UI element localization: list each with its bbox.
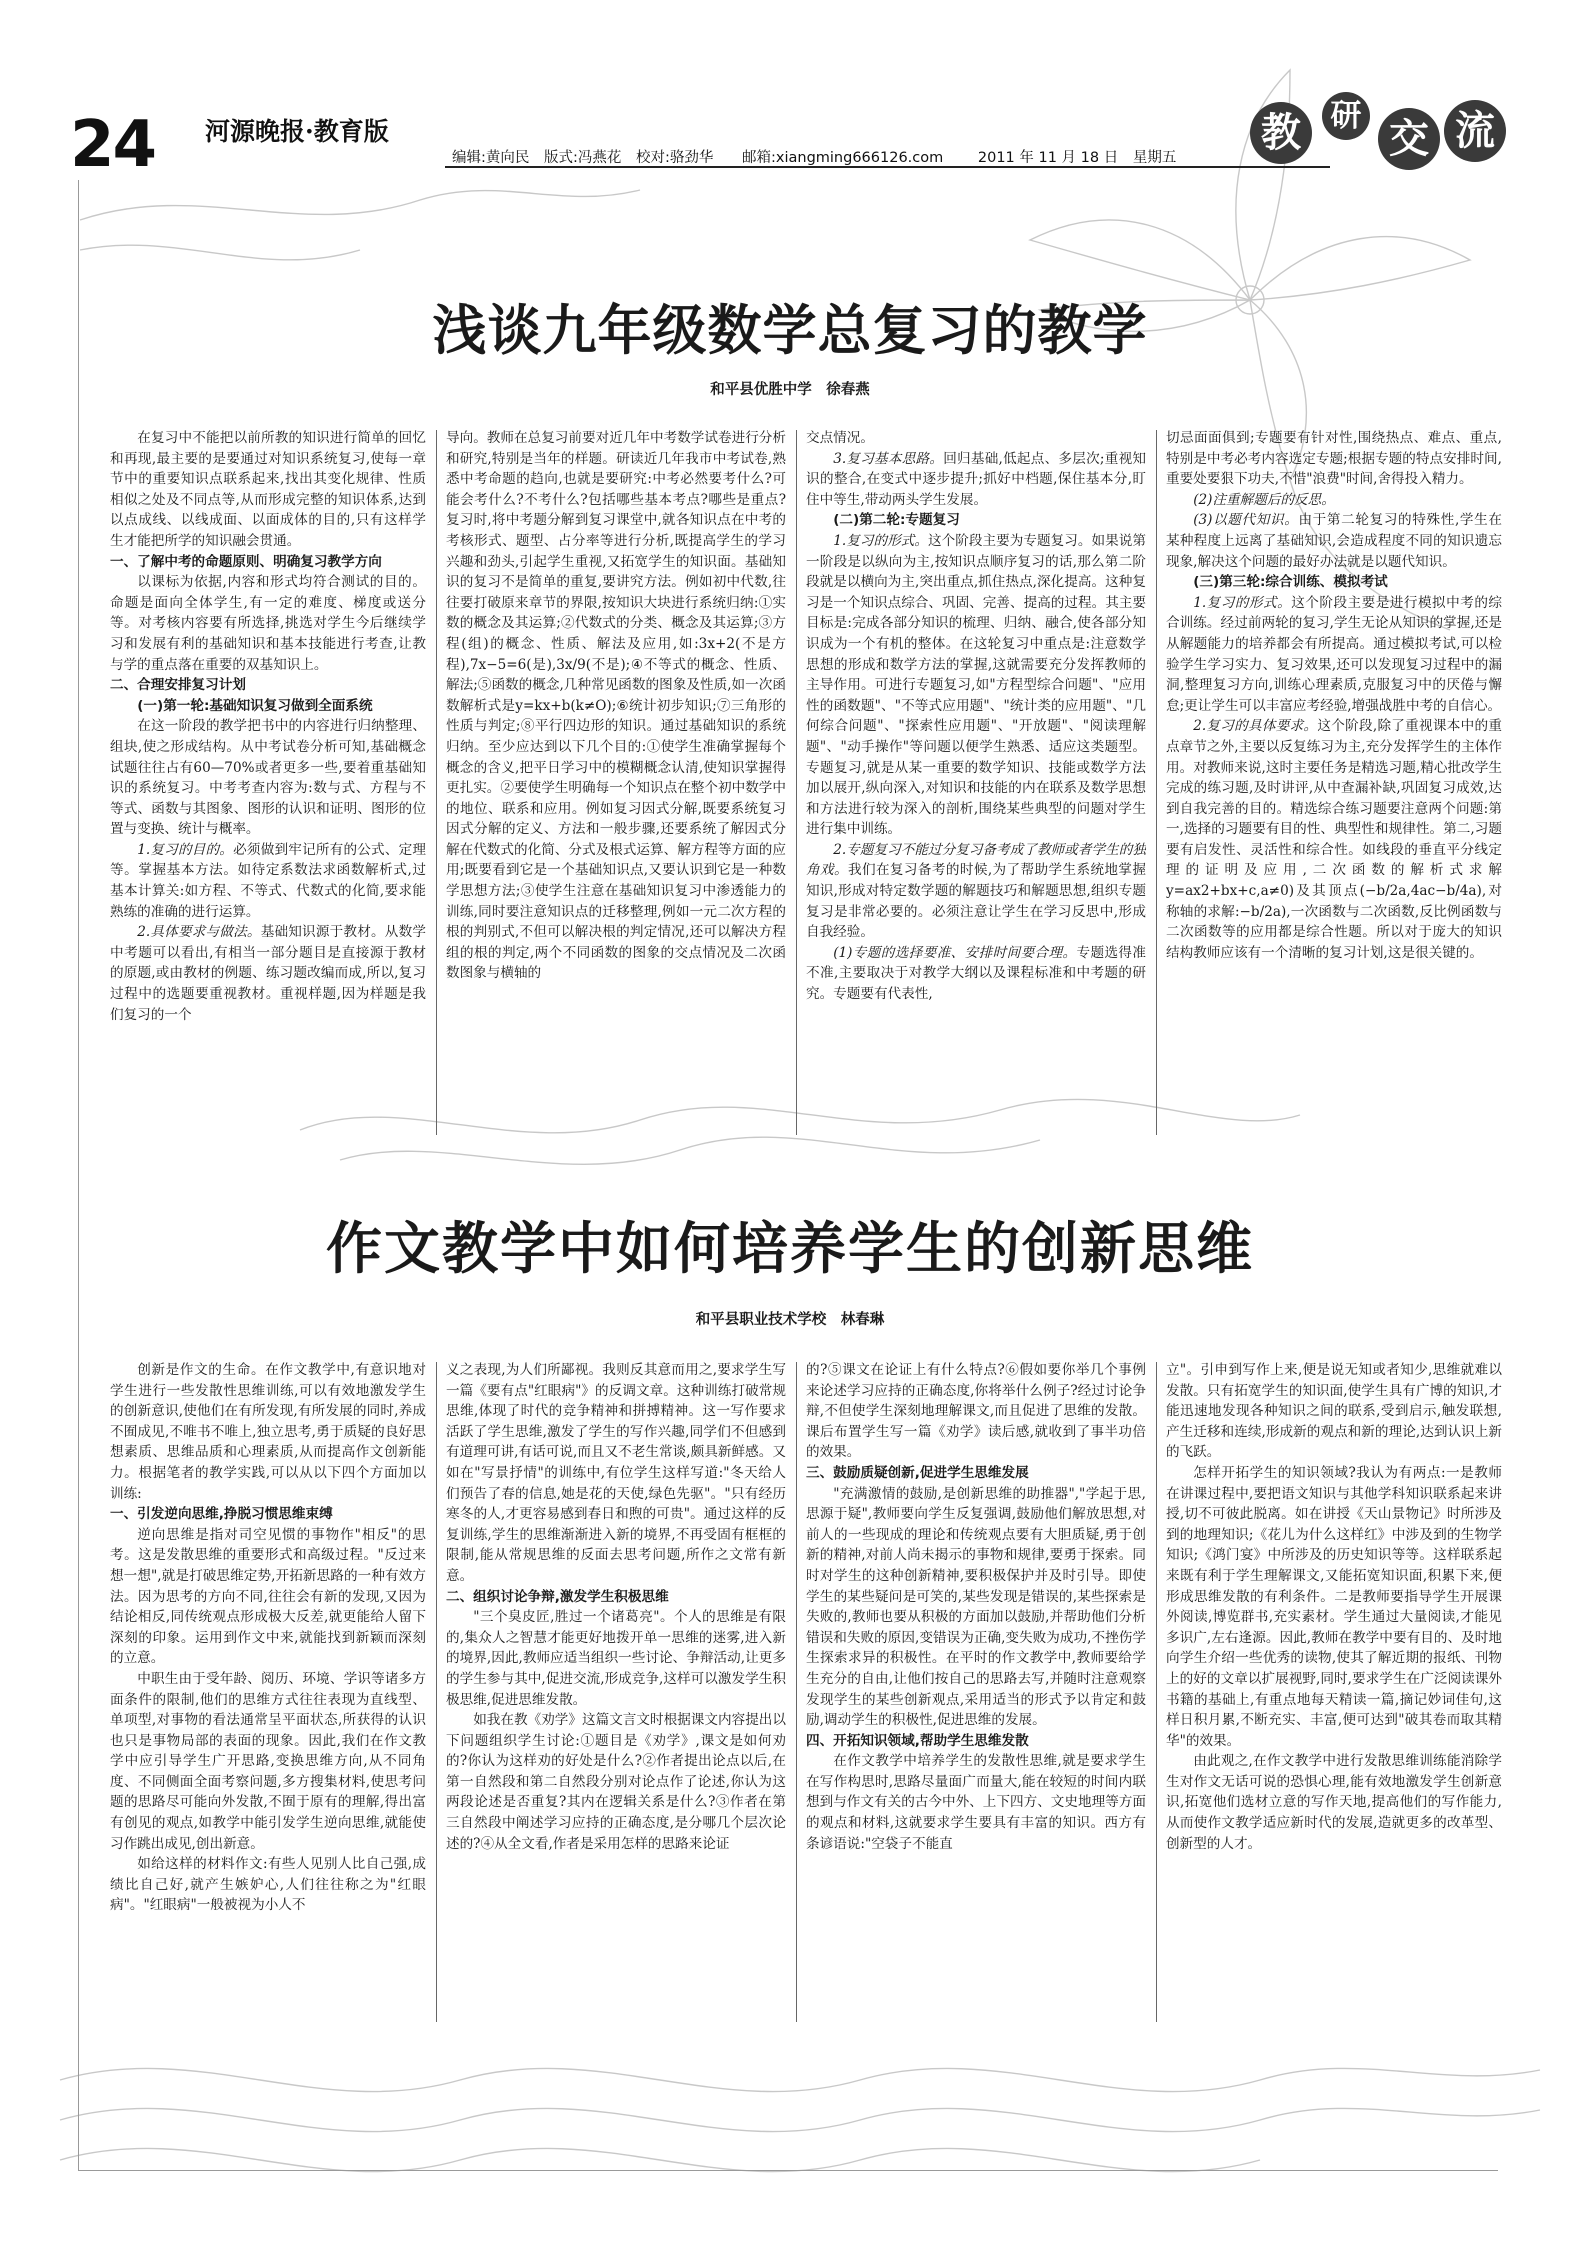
subsection-heading: (三)第三轮:综合训练、模拟考试	[1193, 574, 1388, 591]
paragraph-text: 这个阶段主要是进行模拟中考的综合训练。经过前两轮的复习,学生无论从知识的掌握,还是从解题能力的培养都会有所提高。通过模拟考试,可以检验学生学习实力、复习效果,还可以发现复习过程中的漏洞,整理复习方向,训练心理素质,克服复习中的厌倦与懈怠;更让学生可以丰富应考经验,增强战胜中考的自信心。	[1166, 594, 1502, 714]
paragraph	[1166, 716, 1502, 963]
paragraph	[1166, 490, 1502, 511]
paragraph-text: 这个阶段主要为专题复习。如果说第一阶段是以纵向为主,按知识点顺序复习的话,那么第二阶段就是以横向为主,突出重点,抓住热点,深化提高。这种复习是一个知识点综合、巩固、完善、提高的过程。其主要目标是:完成各部分知识的梳理、归纳、融合,使各部分知识成为一个有机的整体。在这轮复习中重点是:注意数学思想的形成和数学方法的掌握,这就需要充分发挥教师的主导作用。可进行专题复习,如"方程型综合问题"、"应用性的函数题"、"不等式应用题"、"统计类的应用题"、"几何综合问题"、"探索性应用题"、"开放题"、"阅读理解题"、"动手操作"等问题以便学生熟悉、适应这类题型。专题复习,就是从某一重要的数学知识、技能或数学方法加以展开,纵向深入,对知识和技能的内在联系及数学思想和方法进行较为深入的剖析,围绕某些典型的问题对学生进行集中训练。	[806, 532, 1146, 838]
paragraph: 中职生由于受年龄、阅历、环境、学识等诸多方面条件的限制,他们的思维方式往往表现为直线型、单项型,对事物的看法通常呈平面状态,所获得的认识也只是事物局部的表面的现象。因此,我们在作文教学中应引导学生广开思路,变换思维方向,从不同角度、不同侧面全面考察问题,多方搜集材料,使思考问题的思路尽可能向外发散,不囿于原有的理解,得出富有创见的观点,如教学中能引发学生逆向思维,就能使习作跳出成见,创出新意。	[110, 1670, 426, 1852]
paragraph: 创新是作文的生命。在作文教学中,有意识地对学生进行一些发散性思维训练,可以有效地激发学生的创新意识,使他们在有所发现,有所发展的同时,养成不囿成见,不唯书不唯上,独立思考,勇于质疑的良好思想素质、思维品质和心理素质,从而提高作文创新能力。根据笔者的教学实践,可以从以下四个方面加以训练:	[110, 1362, 426, 1502]
article2-column-2	[446, 1360, 786, 2025]
paragraph	[1166, 510, 1502, 572]
masthead-title: 河源晚报·教育版	[205, 117, 389, 146]
paragraph	[806, 449, 1146, 511]
paragraph	[1166, 593, 1502, 717]
paragraph: "三个臭皮匠,胜过一个诸葛亮"。个人的思维是有限的,集众人之智慧才能更好地拨开单一思维的迷雾,进入新的境界,因此,教师应适当组织一些讨论、争辩活动,让更多的学生参与其中,促进交流,形成竞争,这样可以激发学生积极思维,促进思维发散。	[446, 1609, 786, 1708]
column-tag-char: 流	[1444, 100, 1506, 162]
subsection-heading: (一)第一轮:基础知识复习做到全面系统	[137, 697, 373, 714]
article2-title: 作文教学中如何培养学生的创新思维	[326, 1217, 1254, 1282]
paragraph	[806, 531, 1146, 840]
paragraph	[806, 943, 1146, 1005]
paragraph-text: 这个阶段,除了重视课本中的重点章节之外,主要以反复练习为主,充分发挥学生的主体作用。对教师来说,这时主要任务是精选习题,精心批改学生完成的练习题,及时讲评,从中查漏补缺,巩固复习成效,达到自我完善的目的。精选综合练习题要注意两个问题:第一,选择的习题要有目的性、典型性和规律性。第二,习题要有启发性、灵活性和综合性。如线段的垂直平分线定理的证明及应用,二次函数的解析式求解y=ax2+bx+c,a≠0)及其顶点(−b/2a,4ac−b/4a),对称轴的求解:−b/2a),一次函数与二次函数,反比例函数与二次函数等的应用都是综合性题。所以对于庞大的知识结构教师应该有一个清晰的复习计划,这是很关键的。	[1166, 718, 1502, 961]
editor-credit: 编辑:黄向民	[452, 150, 530, 166]
section-heading: 二、组织讨论争辩,激发学生积极思维	[446, 1588, 669, 1605]
section-heading: 四、开拓知识领域,帮助学生思维发散	[806, 1732, 1029, 1749]
column-divider	[796, 1362, 797, 2022]
section-heading: 一、了解中考的命题原则、明确复习教学方向	[110, 553, 382, 570]
paragraph-lead: (1)专题的选择要准、安排时间要合理。	[833, 944, 1077, 961]
paragraph: 在这一阶段的教学把书中的内容进行归纳整理、组块,使之形成结构。从中考试卷分析可知,基础概念试题往往占有60—70%或者更多一些,要着重基础知识的系统复习。中考考查内容为:数与式、方程与不等式、函数与其图象、图形的认识和证明、图形的位置与变换、统计与概率。	[110, 718, 426, 838]
paragraph-lead: (3)以题代知识。	[1193, 512, 1299, 529]
paragraph-text: 回归基础,低起点、多层次;重视知识的整合,在变式中逐步提升;抓好中档题,保住基本分,盯住中等生,带动两头学生发展。	[806, 450, 1146, 508]
paragraph	[110, 840, 426, 922]
paragraph-text: 基础知识源于教材。从数学中考题可以看出,有相当一部分题目是直接源于教材的原题,或由教材的例题、练习题改编而成,所以,复习过程中的选题要重视教材。重视样题,因为样题是我们复习的一个	[110, 924, 426, 1023]
section-heading: 一、引发逆向思维,挣脱习惯思维束缚	[110, 1506, 333, 1523]
paragraph-lead: 3.复习基本思路。	[833, 450, 944, 467]
header-rule	[445, 166, 1330, 168]
paragraph-lead: 1.复习的形式。	[1193, 594, 1292, 611]
article2-column-4	[1166, 1360, 1502, 2025]
column-tag-char: 交	[1378, 108, 1440, 170]
paragraph-text: 我们在复习备考的时候,为了帮助学生系统地掌握知识,形成对特定数学题的解题技巧和解题思想,组织专题复习是非常必要的。必须注意让学生在学习反思中,形成自我经验。	[806, 862, 1146, 941]
issue-weekday: 星期五	[1132, 150, 1177, 166]
frame-bottom-rule	[78, 2170, 1498, 2171]
frame-left-rule	[78, 180, 79, 2170]
paragraph	[806, 840, 1146, 943]
article1-column-4	[1166, 428, 1502, 1138]
paragraph-lead: 1.复习的目的。	[137, 841, 234, 858]
section-heading: 三、鼓励质疑创新,促进学生思维发展	[806, 1464, 1029, 1481]
article1-title: 浅谈九年级数学总复习的教学	[432, 299, 1148, 362]
paragraph: 的?⑤课文在论证上有什么特点?⑥假如要你举几个事例来论述学习应持的正确态度,你将举什么例子?经过讨论争辩,不但使学生深刻地理解课文,而且促进了思维的发散。课后布置学生写一篇《劝学》读后感,就收到了事半功倍的效果。	[806, 1362, 1146, 1461]
paragraph: "充满激情的鼓励,是创新思维的助推器","学起于思,思源于疑",教师要向学生反复强调,鼓励他们解放思想,对前人的一些现成的理论和传统观点要有大胆质疑,勇于创新的精神,对前人尚未揭示的事物和规律,要勇于探索。同时对学生的这种创新精神,要积极保护并及时引导。即使学生的某些疑问是可笑的,某些发现是错误的,某些探索是失败的,教师也要从积极的方面加以鼓励,并帮助他们分析错误和失败的原因,变错误为正确,变失败为成功,不挫伤学生探索求异的积极性。在平时的作文教学中,教师要给学生充分的自由,让他们按自己的思路去写,并随时注意观察发现学生的某些创新观点,采用适当的形式予以肯定和鼓励,调动学生的积极性,促进思维的发展。	[806, 1485, 1146, 1729]
column-divider	[1156, 430, 1157, 1135]
paragraph: 义之表现,为人们所鄙视。我则反其意而用之,要求学生写一篇《要有点"红眼病"》的反调文章。这种训练打破常规思维,体现了时代的竞争精神和拼搏精神。这一写作要求活跃了学生思维,激发了学生的写作兴趣,同学们不但感到有道理可讲,有话可说,而且又不老生常谈,颇具新鲜感。又如在"写景抒情"的训练中,有位学生这样写道:"冬天给人们预告了春的信息,她是花的天使,绿色先驱"。"只有经历寒冬的人,才更容易感到春日和煦的可贵"。通过这样的反复训练,学生的思维渐渐进入新的境界,不再受固有框框的限制,能从常规思维的反面去思考问题,所作之文常有新意。	[446, 1362, 786, 1584]
paragraph-lead: 1.复习的形式。	[833, 532, 928, 549]
paragraph: 导向。教师在总复习前要对近几年中考数学试卷进行分析和研究,特别是当年的样题。研读近几年我市中考试卷,熟悉中考命题的趋向,也就是要研究:中考必然要考什么?可能会考什么?不考什么?包括哪些基本考点?哪些是重点?复习时,将中考题分解到复习课堂中,就各知识点在中考的考核形式、题型、占分率等进行分析,既提高学生的学习兴趣和劲头,引起学生重视,又拓宽学生的知识面。基础知识的复习不是简单的重复,要讲究方法。例如初中代数,往往要打破原来章节的界限,按知识大块进行系统归纳:①实数的概念及其运算;②代数式的分类、概念及其运算;③方程(组)的概念、性质、解法及应用,如:3x+2(不是方程),7x−5=6(是),3x/9(不是);④不等式的概念、性质、解法;⑤函数的概念,几种常见函数的图象及性质,如一次函数解析式是y=kx+b(k≠O);⑥统计初步知识;⑦三角形的性质与判定;⑧平行四边形的知识。通过基础知识的系统归纳。至少应达到以下几个目的:①使学生准确掌握每个概念的含义,把平日学习中的模糊概念认清,使知识掌握得更扎实。②要使学生明确每一个知识点在整个初中数学中的地位、联系和应用。例如复习因式分解,既要系统复习因式分解的定义、方法和一般步骤,还要系统了解因式分解在代数式的化简、分式及根式运算、解方程等方面的应用;既要看到它是一个基础知识点,又要认识到它是一种数学思想方法;③使学生注意在基础知识复习中渗透能力的训练,同时要注意知识点的迁移整理,例如一元二次方程的根的判别式,不但可以解决根的判定情况,还可以解决方程组的根的判定,两个不同函数的图象的交点情况及二次函数图象与横轴的	[446, 430, 786, 982]
paragraph-text: 专题选得准不准,主要取决于对教学大纲以及课程标准和中考题的研究。专题要有代表性,	[806, 944, 1146, 1003]
section-heading: 二、合理安排复习计划	[110, 677, 246, 694]
column-tag	[1250, 86, 1510, 176]
page-number: 24	[70, 108, 156, 182]
column-divider	[1156, 1362, 1157, 2022]
paragraph-lead: 2.复习的具体要求。	[1193, 718, 1318, 735]
paragraph: 如我在教《劝学》这篇文言文时根据课文内容提出以下问题组织学生讨论:①题目是《劝学》,课文是如何劝的?你认为这样劝的好处是什么?②作者提出论点以后,在第一自然段和第二自然段分别对论点作了论述,你认为这两段论述是否重复?其内在逻辑关系是什么?③作者在第三自然段中阐述学习应持的正确态度,是分哪几个层次论述的?④从全文看,作者是采用怎样的思路来论证	[446, 1712, 786, 1852]
proofreader-credit: 校对:骆劲华	[636, 150, 714, 166]
column-tag-char: 教	[1250, 102, 1312, 164]
issue-date: 2011 年 11 月 18 日	[977, 150, 1119, 166]
article1-column-3	[806, 428, 1146, 1138]
paragraph-lead: 2.专题复习不能过分复习备考成了教师或者学生的独角戏。	[806, 841, 1146, 879]
paragraph: 在作文教学中培养学生的发散性思维,就是要求学生在写作构思时,思路尽量面广而量大,能在较短的时间内联想到与作文有关的古今中外、上下四方、文史地理等方面的观点和材料,这就要求学生要具有丰富的知识。西方有条谚语说:"空袋子不能直	[806, 1753, 1146, 1852]
header-meta-line	[452, 146, 1186, 167]
paragraph: 立"。引申到写作上来,便是说无知或者知少,思维就难以发散。只有拓宽学生的知识面,使学生具有广博的知识,才能迅速地发现各种知识之间的联系,受到启示,触发联想,产生迁移和连续,形成新的观点和新的理论,达到认识上新的飞跃。	[1166, 1362, 1502, 1461]
article2-byline: 和平县职业技术学校 林春琳	[695, 1312, 885, 1328]
article1-column-2	[446, 428, 786, 1138]
article1-column-1	[110, 428, 426, 1138]
layout-credit: 版式:冯燕花	[544, 150, 622, 166]
paragraph: 以课标为依据,内容和形式均符合测试的目的。命题是面向全体学生,有一定的难度、梯度或送分等。对考核内容要有所选择,挑选对学生今后继续学习和发展有利的基础知识和基本技能进行考查,让教与学的重点落在重要的双基知识上。	[110, 574, 426, 673]
article1-byline: 和平县优胜中学 徐春燕	[710, 382, 870, 398]
paragraph: 交点情况。	[806, 430, 874, 446]
paragraph: 怎样开拓学生的知识领域?我认为有两点:一是教师在讲课过程中,要把语文知识与其他学科知识联系起来讲授,切不可彼此脱离。如在讲授《天山景物记》时所涉及到的地理知识;《花儿为什么这样红》中涉及到的生物学知识;《鸿门宴》中所涉及的历史知识等等。这样联系起来既有利于学生理解课文,又能拓宽知识面,积累下来,便形成思维发散的有利条件。二是教师要指导学生开展课外阅读,博览群书,充实素材。学生通过大量阅读,才能见多识广,左右逢源。因此,教师在教学中要有目的、及时地向学生介绍一些优秀的读物,使其了解近期的报纸、刊物上的好的文章以扩展视野,同时,要求学生在广泛阅读课外书籍的基础上,有重点地每天精读一篇,摘记妙词佳句,这样日积月累,不断充实、丰富,便可达到"破其卷而取其精华"的效果。	[1166, 1464, 1502, 1749]
paragraph: 在复习中不能把以前所教的知识进行简单的回忆和再现,最主要的是要通过对知识系统复习,使每一章节中的重要知识点联系起来,找出其变化规律、性质相似之处及不同点等,从而形成完整的知识体系,达到以点成线、以线成面、以面成体的目的,只有这样学生才能把所学的知识融会贯通。	[110, 430, 426, 549]
column-tag-char: 研	[1322, 92, 1370, 140]
subsection-heading: (二)第二轮:专题复习	[833, 512, 960, 529]
article2-column-3	[806, 1360, 1146, 2025]
column-divider	[436, 430, 437, 1135]
paragraph: 逆向思维是指对司空见惯的事物作"相反"的思考。这是发散思维的重要形式和高级过程。"反过来想一想",就是打破思维定势,开拓新思路的一种有效方法。因为思考的方向不同,往往会有新的发现,又因为结论相反,同传统观点形成极大反差,就更能给人留下深刻的印象。运用到作文中来,就能找到新颖而深刻的立意。	[110, 1526, 426, 1667]
article2-column-1	[110, 1360, 426, 2025]
column-divider	[796, 430, 797, 1135]
paragraph: 由此观之,在作文教学中进行发散思维训练能消除学生对作文无话可说的恐惧心理,能有效地激发学生创新意识,拓宽他们选材立意的写作天地,提高他们的写作能力,从而使作文教学适应新时代的发展,造就更多的改革型、创新型的人才。	[1166, 1753, 1502, 1852]
paragraph-text: 由于第二轮复习的特殊性,学生在某种程度上远离了基础知识,会造成程度不同的知识遗忘现象,解决这个问题的最好办法就是以题代知识。	[1166, 512, 1502, 570]
paragraph: 切忌面面俱到;专题要有针对性,围绕热点、难点、重点,特别是中考必考内容选定专题;根据专题的特点安排时间,重要处要狠下功夫,不惜"浪费"时间,舍得投入精力。	[1166, 430, 1502, 488]
paragraph-lead: (2)注重解题后的反思。	[1193, 491, 1335, 508]
paragraph-lead: 2.具体要求与做法。	[137, 924, 261, 941]
column-divider	[436, 1362, 437, 2022]
paragraph-text: 必须做到牢记所有的公式、定理等。掌握基本方法。如待定系数法求函数解析式,过基本计算关:如方程、不等式、代数式的化简,要求能熟练的准确的进行运算。	[110, 841, 426, 920]
paragraph: 如给这样的材料作文:有些人见别人比自己强,成绩比自己好,就产生嫉妒心,人们往往称之为"红眼病"。"红眼病"一般被视为小人不	[110, 1856, 426, 1914]
paragraph	[110, 922, 426, 1025]
email-address: 邮箱:xiangming666126.com	[742, 150, 944, 166]
